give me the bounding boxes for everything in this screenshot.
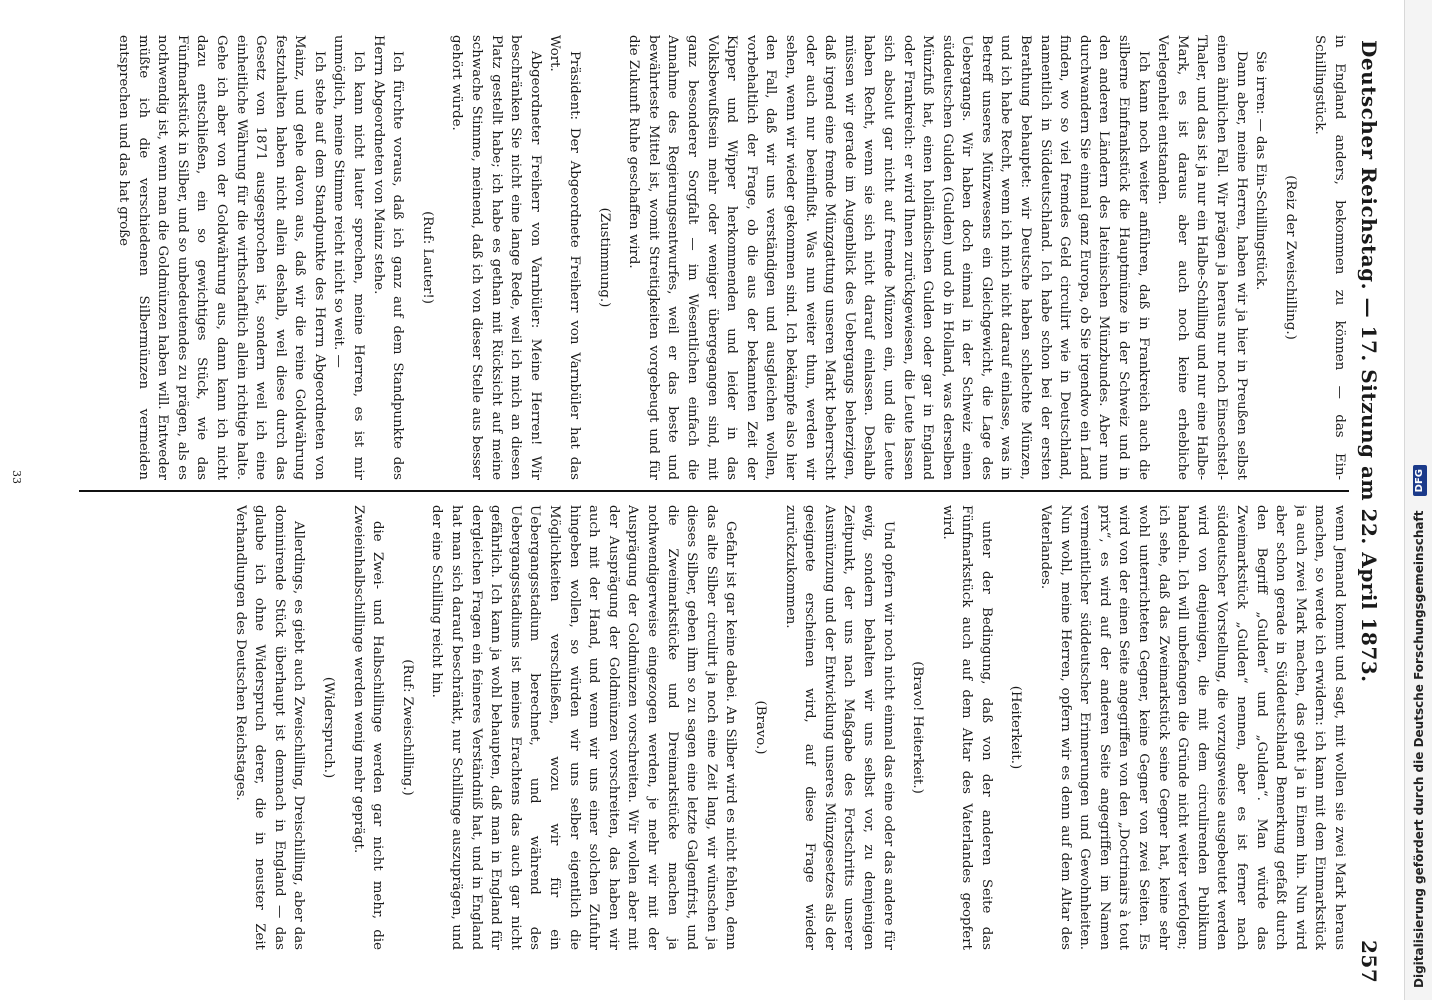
speaker-intro: Präsident: Der Abgeordnete Freiherr von Varnbüler hat das Wort. (547, 35, 583, 480)
paragraph: Gefahr ist gar keine dabei. An Silber wird es nicht fehlen, denn das alte Silber circulirt ja noch eine Zeit lang, wir wünschen ja dieses Silber, geben ihm so zu sagen eine letzte Galgenfrist, und die Zweimarkstücke und Dreimarkstücke machen ja nothwendigerweise eingezogen werden, je mehr wir mit der Ausprägung der Goldmünzen vorschreiten. Wir wollen aber mit der Ausprägung der Goldmünzen vorschreiten, das haben wir auch mit der Hand, und wenn wir uns einer solchen Zufuhr hingeben wollen, so würden wir uns selber eigentlich die Möglichkeiten verschließen, wozu wir für ein Uebergangsstadium berechnet, und während des Uebergangsstadiums ist meines Erachtens das auch gar nicht gefährlich. Ich kann ja wohl behaupten, daß man in England für dergleichen Fragen ein feineres Verständniß hat, und in England hat man sich darauf beschränkt, nur Schillinge auszuprägen, und der eine Schilling reicht hin. (429, 505, 739, 950)
interjection: (Bravo.) (752, 700, 768, 755)
paragraph: Dann aber, meine Herren, haben wir ja hier in Preußen selbst einen ähnlichen Fall. Wir prägen ja heraus nur noch Einsechstel-Thaler, und das ist ja nur ein Halbe-Schilling und nur eine Halbe-Mark, es ist daraus aber auch noch keine erhebliche Verlegenheit entstanden. (1155, 35, 1249, 480)
paragraph: Ich stehe auf dem Standpunkte des Herrn Abgeordneten von Mainz, und gehe davon aus, daß wir die reine Goldwährung festzuhalten haben nicht allein deshalb, weil diese durch das Gesetz von 1871 ausgesprochen ist, sondern weil ich eine einheitliche Währung für die wirthschaftlich allein richtige halte. Gehe ich aber von der Goldwährung aus, dann kann ich nicht dazu entschließen, ein so gewichtiges Stück, wie das Fünfmarkstück in Silber, und so unbedeutendes zu prägen, als es nothwendig ist, wenn man die Goldmünzen haben will. Entweder müßte ich die verschiedenen Silbermünzen vermeiden entsprechen und das hat große (115, 35, 327, 480)
paragraph: in England anders, bekommen zu können — das Ein-Schillingstück. (1312, 35, 1347, 480)
paragraph: Allerdings, es giebt auch Zweischilling, Dreischilling, aber das dominirende Stück überhaupt ist demnach in England — das glaube ich ohne Widerspruch derer, die in neuster Zeit Verhandlungen des Deutschen Reichstages. (232, 505, 307, 950)
interjection: (Ruf: Zweischilling.) (399, 659, 415, 796)
interjection: (Zustimmung.) (596, 207, 612, 308)
interjection: (Heiterkeit.) (1008, 685, 1024, 770)
page-number: 257 (1357, 940, 1381, 984)
interjection: (Reiz der Zweischilling.) (1282, 175, 1298, 340)
page-signature: 33 (10, 470, 23, 484)
paragraph: Ich kann nicht lauter sprechen, meine Herren, es ist mir unmöglich, meine Stimme reicht nicht so weit. — (331, 35, 367, 480)
paragraph: Und opfern wir noch nicht einmal das eine oder das andere für ewig, sondern behalten wir uns selbst vor, zu demjenigen Zeitpunkt, der uns nach Maßgabe des Fortschritts unserer Ausmünzung und der Entwicklung unseres Münzgesetzes als der geeignete erscheinen wird, auf diese Frage wieder zurückzukommen. (782, 505, 896, 950)
header-title: Deutscher Reichstag. — 17. Sitzung am 22. April 1873. (1357, 40, 1381, 683)
credit-text: Digitalisierung gefördert durch die Deutsche Forschungsgemeinschaft (1412, 510, 1426, 988)
interjection: (Widerspruch.) (321, 676, 337, 779)
paragraph: Abgeordneter Freiherr von Varnbüler: Meine Herren! Wir beschränken Sie nicht eine lange Rede, weil ich mich an diesen Platz gestellt habe; ich habe es gethan mit Rücksicht auf meine schwache Stimme, meinend, daß ich von dieser Stelle aus besser gehört würde. (449, 35, 543, 480)
paragraph: wenn Jemand kommt und sagt, mit wollen sie zwei Mark heraus machen, so werde ich erwidern: ich kann mit dem Einmarkstück ja auch zwei Mark machen, das geht ja in Einem hin. Nun wird aber schon gerade in Süddeutschland Bemerkung gefaßt durch den Begriff „Gulden“ und „Gulden“. Man würde das Zweimarkstück „Gulden“ nennen, aber es ist ferner nach süddeutscher Vorstellung, die vorzugsweise ausgebeutet werden wird von denjenigen, die mit dem circulirenden Publikum handeln. Ich will unbefangen die Gründe nicht weiter verfolgen; ich sehe, daß das Zweimarkstück seine Gegner hat, keine sehr wohl unterrichteten Gegner, keine Gegner von zwei Seiten. Es wird von der einen Seite angegriffen von den „Doctrinairs à tout prix“, es wird auf der anderen Seite angegriffen im Namen vermeintlicher süddeutscher Erinnerungen und Gewohnheiten. Nun wohl, meine Herren, opfern wir es denn auf dem Altar des Vaterlandes. (1038, 505, 1347, 950)
left-column (29, 35, 1349, 480)
paragraph: Ich kann noch weiter anführen, daß in Frankreich auch die silberne Einfrankstück die Hauptmünze in der Schweiz und in den anderen Ländern des lateinischen Münzbundes. Aber nun durchwandern Sie einmal ganz Europa, ob Sie irgendwo ein Land finden, wo so viel fremdes Geld circulirt wie in Deutschland, namentlich in Süddeutschland. Ich habe schon bei der ersten Berathung behauptet: wir Deutsche haben schlechte Münzen, und ich habe Recht, wenn ich mich nicht darauf einlasse, was in Betreff unseres Münzwesens ein Gleichgewicht, die Lage des Uebergangs. Wir haben doch einmal in der Schweiz einen süddeutschen Gulden (Gulden) und ob in Holland, was derselben Münzfuß hat, einen holländischen Gulden oder gar in England oder Frankreich: er wird Ihnen zurückgewiesen, die Leute lassen sich absolut gar nicht auf fremde Münzen ein, und die Leute haben Recht, wenn sie sich nicht darauf einlassen. Deshalb müssen wir gerade im Augenblick des Uebergangs beherzigen, daß irgend eine fremde Münzgattung unseren Markt beherrscht oder auch nur beeinflußt. Was nun weiter thun, werden wir sehen, wenn wir wieder gekommen sind. Ich bekämpfe also hier den Fall, daß wir uns verständigen und ausgleichen wollen, vorbehaltlich der Frage, ob die aus der bekannten Zeit der Kipper und Wipper herkommenden und leider in das Volksbewußtsein mehr oder weniger übergegangen sind, mit ganz besonderer Sorgfalt — im Wesentlichen einfach die Annahme des Regierungsentwurfes, weil er das beste und bewährteste Mittel ist, womit Streitigkeiten vorgebeugt und für die Zukunft Ruhe geschaffen wird. (626, 35, 1151, 480)
digitization-credit-bar (1404, 0, 1432, 1000)
interjection: (Ruf: Lauter!) (419, 211, 435, 304)
paragraph: Sie irren: — das Ein-Schillingstück. (1253, 50, 1269, 291)
column-divider (79, 490, 1349, 492)
paragraph: die Zwei- und Halbschillinge werden gar nicht mehr, die Zweieinhalbschillinge werden wenig mehr geprägt. (350, 505, 386, 950)
paragraph: Ich fürchte voraus, daß ich ganz auf dem Standpunkte des Herrn Abgeordneten von Mainz stehe. (370, 35, 406, 480)
digitization-credit (1405, 0, 1432, 1000)
right-column (29, 505, 1349, 950)
dfg-logo: DFG (1413, 465, 1427, 496)
paragraph: unter der Bedingung, daß von der anderen Seite das Fünfmarkstück auch auf dem Altar des Vaterlandes geopfert wird. (939, 505, 994, 950)
interjection: (Bravo! Heiterkeit.) (910, 661, 926, 794)
